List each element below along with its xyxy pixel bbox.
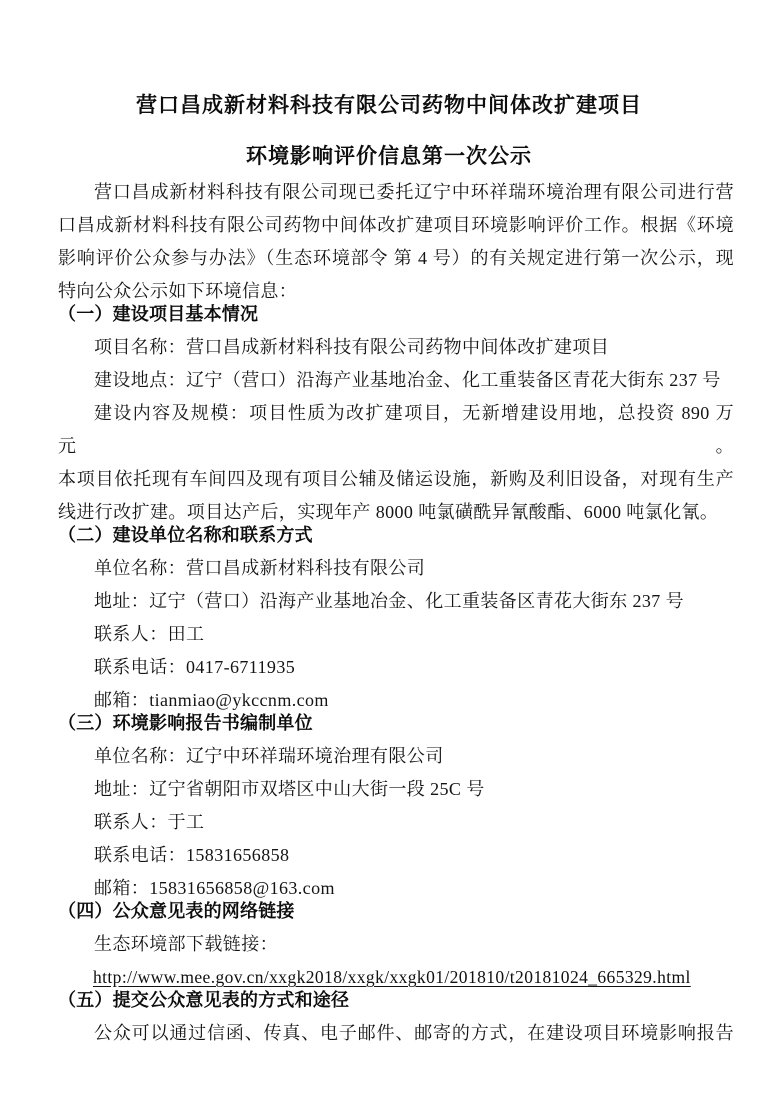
detail-line: 单位名称：辽宁中环祥瑞环境治理有限公司 (94, 746, 444, 766)
paragraph-line: 影响评价公众参与办法》（生态环境部令 第 4 号）的有关规定进行第一次公示，现 (58, 248, 734, 268)
doc-body (58, 176, 734, 1050)
detail-line: 地址：辽宁省朝阳市双塔区中山大街一段 25C 号 (94, 779, 485, 799)
paragraph-line: 本项目依托现有车间四及现有项目公辅及储运设施，新购及利旧设备，对现有生产 (58, 469, 734, 489)
detail-line: 联系电话：0417-6711935 (94, 657, 296, 677)
paragraph-line: 营口昌成新材料科技有限公司现已委托辽宁中环祥瑞环境治理有限公司进行营 (94, 182, 734, 202)
download-link[interactable]: http://www.mee.gov.cn/xxgk2018/xxgk/xxgk01/201810/t20181024_665329.html (93, 967, 691, 987)
detail-line: 邮箱：tianmiao@ykccnm.com (94, 690, 329, 710)
detail-line: 项目名称：营口昌成新材料科技有限公司药物中间体改扩建项目 (94, 337, 610, 357)
detail-line: 联系人：于工 (94, 812, 205, 832)
section-heading: （四）公众意见表的网络链接 (58, 901, 295, 921)
detail-line: 联系人：田工 (94, 624, 205, 644)
paragraph-line: 特向公众公示如下环境信息： (58, 281, 298, 301)
detail-line: 生态环境部下载链接： (94, 934, 278, 954)
doc-title-line1: 营口昌成新材料科技有限公司药物中间体改扩建项目 (136, 94, 642, 117)
paragraph-line: 公众可以通过信函、传真、电子邮件、邮寄的方式，在建设项目环境影响报告 (94, 1023, 734, 1043)
doc-title-line2: 环境影响评价信息第一次公示 (246, 145, 532, 168)
paragraph-line: 口昌成新材料科技有限公司药物中间体改扩建项目环境影响评价工作。根据《环境 (58, 215, 734, 235)
section-heading: （一）建设项目基本情况 (58, 304, 259, 324)
detail-line: 单位名称：营口昌成新材料科技有限公司 (94, 558, 426, 578)
section-heading: （三）环境影响报告书编制单位 (58, 713, 313, 733)
paragraph-line: 线进行改扩建。项目达产后，实现年产 8000 吨氯磺酰异氰酸酯、6000 吨氯化氰。 (58, 502, 719, 522)
detail-line: 邮箱：15831656858@163.com (94, 878, 335, 898)
section-heading: （二）建设单位名称和联系方式 (58, 525, 313, 545)
detail-line: 建设地点：辽宁（营口）沿海产业基地冶金、化工重装备区青花大街东 237 号 (94, 370, 721, 390)
paragraph-line: 建设内容及规模：项目性质为改扩建项目，无新增建设用地，总投资 890 万元。 (58, 403, 734, 456)
detail-line: 地址：辽宁（营口）沿海产业基地冶金、化工重装备区青花大街东 237 号 (94, 591, 684, 611)
section-heading: （五）提交公众意见表的方式和途径 (58, 990, 350, 1010)
detail-line: 联系电话：15831656858 (94, 845, 290, 865)
